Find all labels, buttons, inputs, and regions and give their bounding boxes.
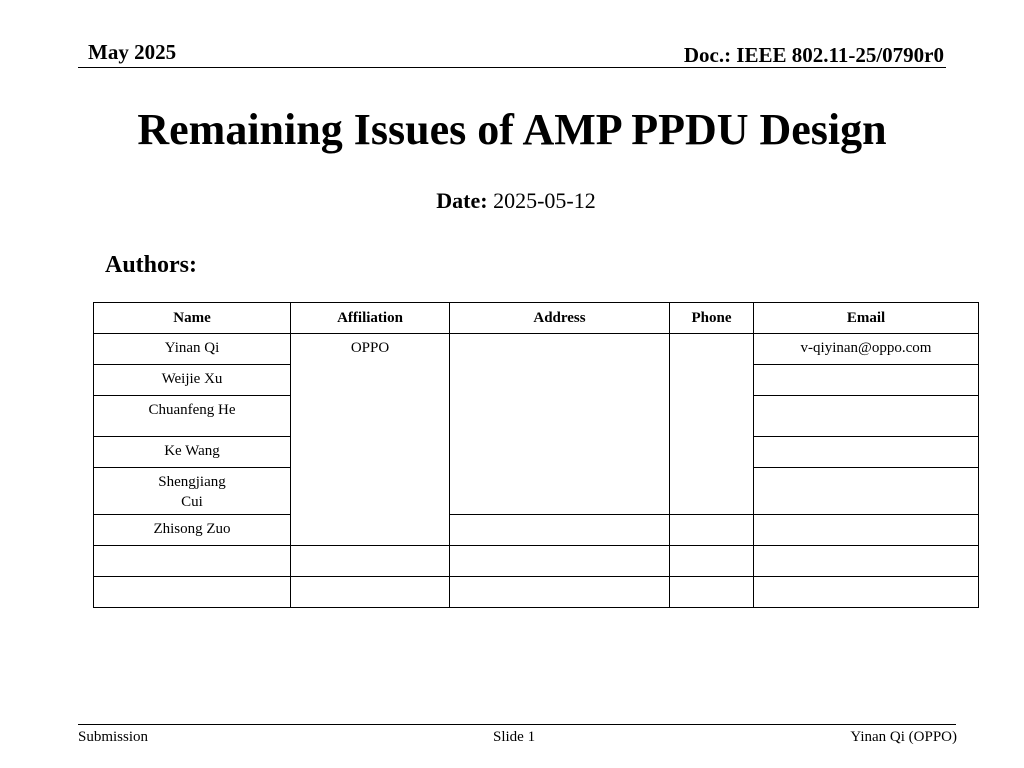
email-cell: [754, 365, 979, 396]
affiliation-cell: [291, 334, 450, 546]
footer-submission: Submission: [78, 729, 149, 745]
email-cell: [754, 515, 979, 546]
author-name: Weijie Xu: [161, 371, 223, 387]
phone-cell: [670, 515, 754, 546]
column-header-affiliation: Affiliation: [291, 303, 450, 334]
table-row: [94, 334, 979, 365]
affiliation-text: OPPO: [350, 340, 390, 356]
empty-cell: [94, 546, 291, 577]
author-name-cell: [94, 365, 291, 396]
empty-cell: [670, 577, 754, 608]
footer-divider: [78, 724, 956, 725]
column-header-name: Name: [94, 303, 291, 334]
empty-cell: [450, 577, 670, 608]
phone-cell: [670, 334, 754, 515]
author-name-cell: [94, 515, 291, 546]
column-header-email: Email: [754, 303, 979, 334]
authors-heading: Authors:: [105, 252, 198, 278]
author-name-cell: [94, 334, 291, 365]
email-cell: [754, 396, 979, 437]
author-name: Ke Wang: [164, 443, 220, 459]
author-name: Shengjiang Cui: [158, 474, 226, 510]
header-divider: [78, 67, 946, 68]
column-header-address: Address: [450, 303, 670, 334]
author-name: Chuanfeng He: [148, 402, 236, 418]
empty-cell: [670, 546, 754, 577]
empty-cell: [291, 546, 450, 577]
footer-author: Yinan Qi (OPPO): [850, 729, 957, 745]
slide-title: Remaining Issues of AMP PPDU Design: [137, 105, 887, 154]
table-row: [94, 515, 979, 546]
table-row-empty: [94, 546, 979, 577]
author-name-cell: [94, 437, 291, 468]
header-doc-id: Doc.: IEEE 802.11-25/0790r0: [683, 43, 944, 67]
empty-cell: [754, 546, 979, 577]
footer-slide-number: Slide 1: [493, 729, 536, 745]
author-email: v-qiyinan@oppo.com: [800, 340, 932, 356]
authors-table: [93, 302, 979, 608]
empty-cell: [291, 577, 450, 608]
address-cell: [450, 515, 670, 546]
empty-cell: [450, 546, 670, 577]
author-name: Yinan Qi: [164, 340, 220, 356]
table-row-empty: [94, 577, 979, 608]
header-date: May 2025: [88, 40, 177, 64]
table-header-row: [94, 303, 979, 334]
date-line: [0, 188, 1024, 214]
email-cell: [754, 437, 979, 468]
empty-cell: [754, 577, 979, 608]
address-cell: [450, 334, 670, 515]
author-name-cell: [94, 468, 291, 515]
column-header-phone: Phone: [670, 303, 754, 334]
author-name-cell: [94, 396, 291, 437]
date-value: 2025-05-12: [493, 188, 596, 213]
email-cell: [754, 468, 979, 515]
author-name: Zhisong Zuo: [153, 521, 231, 537]
empty-cell: [94, 577, 291, 608]
date-label: Date:: [436, 188, 488, 213]
email-cell: [754, 334, 979, 365]
